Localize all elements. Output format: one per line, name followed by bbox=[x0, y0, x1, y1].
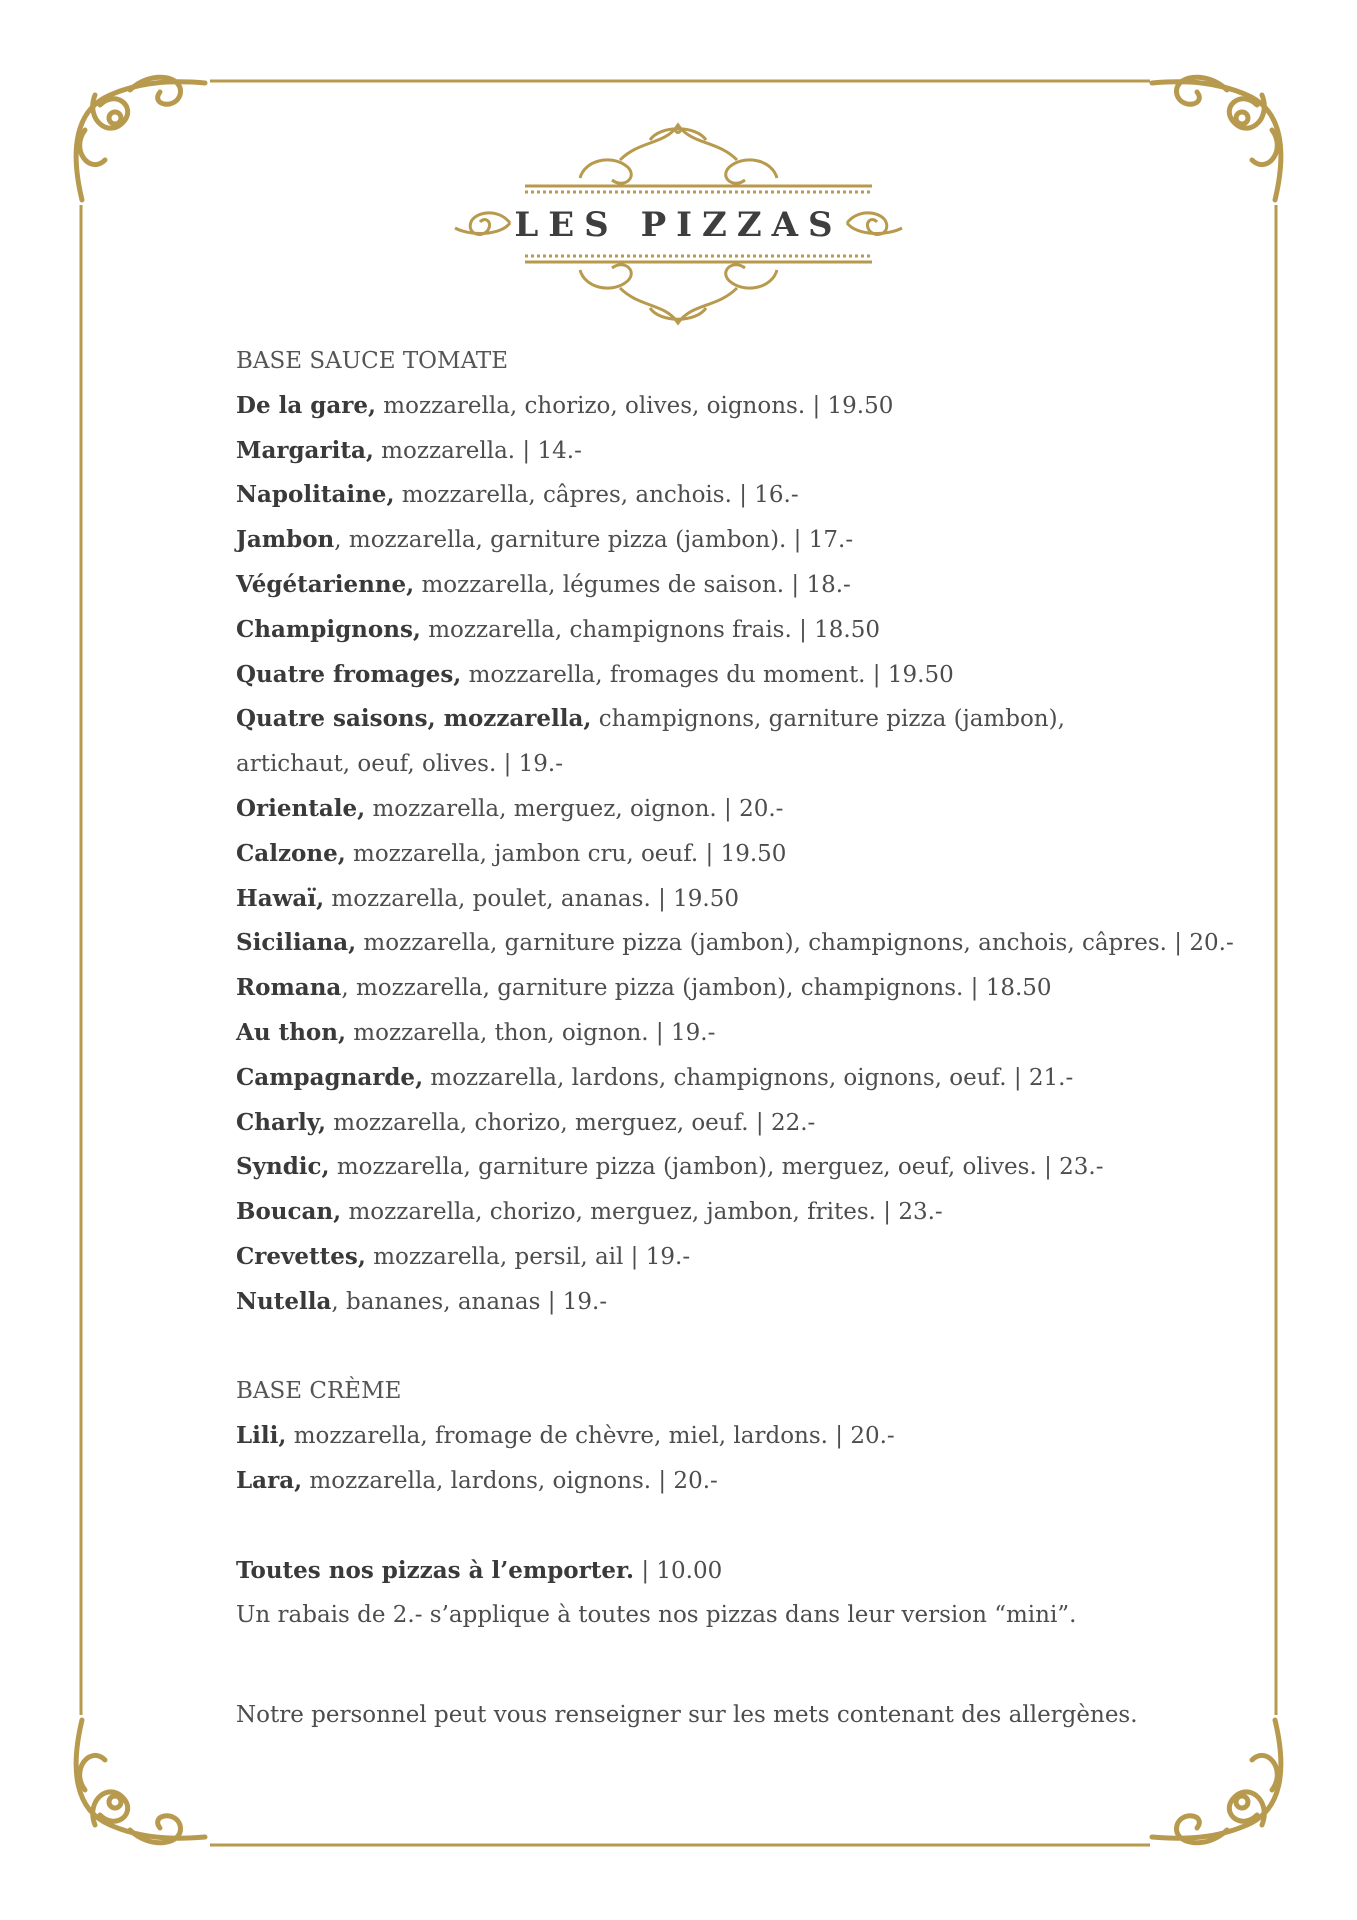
menu-item bbox=[236, 921, 1236, 966]
menu-item-name: Boucan, bbox=[236, 1198, 342, 1226]
menu-item bbox=[236, 1011, 1236, 1056]
menu-item-name: Quatre saisons, mozzarella, bbox=[236, 705, 592, 733]
menu-item-description: mozzarella, merguez, oignon. | 20.- bbox=[365, 795, 784, 822]
menu-item bbox=[236, 966, 1236, 1011]
creme-pizza-list bbox=[236, 1414, 1236, 1504]
menu-item bbox=[236, 787, 1236, 832]
menu-item-description: mozzarella, fromage de chèvre, miel, lardons. | 20.- bbox=[286, 1423, 895, 1450]
menu-item-description: mozzarella, garniture pizza (jambon), champignons, anchois, câpres. | 20.- bbox=[356, 930, 1234, 957]
menu-item-name: Au thon, bbox=[236, 1018, 346, 1046]
menu-item bbox=[236, 608, 1236, 653]
menu-item-description: mozzarella, poulet, ananas. | 19.50 bbox=[324, 885, 739, 912]
menu-item-description: mozzarella, légumes de saison. | 18.- bbox=[414, 571, 851, 598]
menu-item-description: , mozzarella, garniture pizza (jambon). | 17.- bbox=[334, 527, 854, 554]
menu-item bbox=[236, 877, 1236, 922]
corner-ornament-bottom-left bbox=[76, 1720, 205, 1843]
menu-item bbox=[236, 1056, 1236, 1101]
takeaway-label: Toutes nos pizzas à l’emporter. bbox=[236, 1556, 635, 1584]
menu-item bbox=[236, 563, 1236, 608]
menu-item bbox=[236, 1190, 1236, 1235]
menu-item bbox=[236, 653, 1236, 698]
menu-item-name: Lili, bbox=[236, 1422, 287, 1450]
menu-item bbox=[236, 1414, 1236, 1459]
spacer bbox=[236, 1325, 1236, 1370]
menu-item bbox=[236, 1101, 1236, 1146]
menu-item-name: Margarita, bbox=[236, 436, 374, 464]
menu-item-description: , bananes, ananas | 19.- bbox=[331, 1288, 608, 1315]
menu-item bbox=[236, 429, 1236, 474]
corner-ornament-top-right bbox=[1152, 77, 1281, 200]
menu-item-description: mozzarella, jambon cru, oeuf. | 19.50 bbox=[345, 840, 787, 867]
corner-ornament-bottom-right bbox=[1152, 1720, 1281, 1843]
menu-item bbox=[236, 1459, 1236, 1504]
menu-item-description: mozzarella, chorizo, merguez, oeuf. | 22.- bbox=[325, 1109, 816, 1136]
menu-item bbox=[236, 384, 1236, 429]
menu-item-name: Calzone, bbox=[236, 839, 346, 867]
menu-item-name: Végétarienne, bbox=[236, 570, 415, 598]
menu-item bbox=[236, 742, 1236, 787]
menu-item-name: Lara, bbox=[236, 1466, 303, 1494]
menu-item-description: mozzarella, fromages du moment. | 19.50 bbox=[461, 661, 954, 688]
menu-item-name: De la gare, bbox=[236, 391, 376, 419]
menu-item-description: mozzarella, chorizo, merguez, jambon, frites. | 23.- bbox=[341, 1199, 943, 1226]
section-heading-creme: BASE CRÈME bbox=[236, 1378, 402, 1405]
menu-item-description: mozzarella, thon, oignon. | 19.- bbox=[346, 1019, 716, 1046]
menu-item-description: mozzarella, champignons frais. | 18.50 bbox=[420, 616, 881, 643]
menu-item bbox=[236, 518, 1236, 563]
menu-item-description: mozzarella, chorizo, olives, oignons. | 19.50 bbox=[375, 392, 894, 419]
tomato-pizza-list bbox=[236, 384, 1236, 1325]
menu-item-description: mozzarella. | 14.- bbox=[373, 437, 582, 464]
menu-item-name: Campagnarde, bbox=[236, 1063, 424, 1091]
menu-item bbox=[236, 1235, 1236, 1280]
menu-item bbox=[236, 832, 1236, 877]
menu-item-description: mozzarella, lardons, oignons. | 20.- bbox=[302, 1467, 718, 1494]
menu-item-name: Napolitaine, bbox=[236, 481, 395, 509]
menu-item-name: Hawaï, bbox=[236, 884, 325, 912]
menu-item bbox=[236, 473, 1236, 518]
menu-item bbox=[236, 1145, 1236, 1190]
allergen-note: Notre personnel peut vous renseigner sur les mets contenant des allergènes. bbox=[236, 1701, 1138, 1728]
menu-item-name: Champignons, bbox=[236, 615, 421, 643]
menu-item-description: mozzarella, persil, ail | 19.- bbox=[365, 1243, 691, 1270]
spacer bbox=[236, 1504, 1236, 1549]
menu-item-name: Orientale, bbox=[236, 794, 366, 822]
menu-item-name: Crevettes, bbox=[236, 1242, 366, 1270]
menu-item-name: Syndic, bbox=[236, 1153, 330, 1181]
spacer bbox=[236, 1638, 1236, 1683]
menu-item-name: Nutella bbox=[236, 1287, 332, 1315]
menu-item-description: mozzarella, câpres, anchois. | 16.- bbox=[394, 482, 799, 509]
page-title: LES PIZZAS bbox=[514, 205, 843, 245]
takeaway-price: | 10.00 bbox=[634, 1557, 723, 1584]
menu-item-description: champignons, garniture pizza (jambon), bbox=[591, 706, 1065, 733]
section-heading-tomato: BASE SAUCE TOMATE bbox=[236, 348, 509, 374]
menu-item bbox=[236, 697, 1236, 742]
menu-item-name: Quatre fromages, bbox=[236, 660, 462, 688]
menu-content bbox=[236, 339, 1236, 1738]
menu-item-description: , mozzarella, garniture pizza (jambon), champignons. | 18.50 bbox=[341, 975, 1052, 1002]
corner-ornament-top-left bbox=[76, 77, 205, 200]
menu-item bbox=[236, 1280, 1236, 1325]
title-container bbox=[0, 205, 1357, 245]
mini-note: Un rabais de 2.- s’applique à toutes nos pizzas dans leur version “mini”. bbox=[236, 1602, 1077, 1629]
menu-item-description: mozzarella, garniture pizza (jambon), merguez, oeuf, olives. | 23.- bbox=[329, 1154, 1104, 1181]
menu-item-description: artichaut, oeuf, olives. | 19.- bbox=[236, 751, 563, 778]
menu-item-name: Charly, bbox=[236, 1108, 326, 1136]
menu-item-name: Jambon bbox=[236, 526, 335, 554]
menu-item-description: mozzarella, lardons, champignons, oignons, oeuf. | 21.- bbox=[423, 1064, 1074, 1091]
takeaway-line bbox=[236, 1549, 1236, 1594]
menu-item-name: Siciliana, bbox=[236, 929, 357, 957]
menu-item-name: Romana bbox=[236, 974, 342, 1002]
